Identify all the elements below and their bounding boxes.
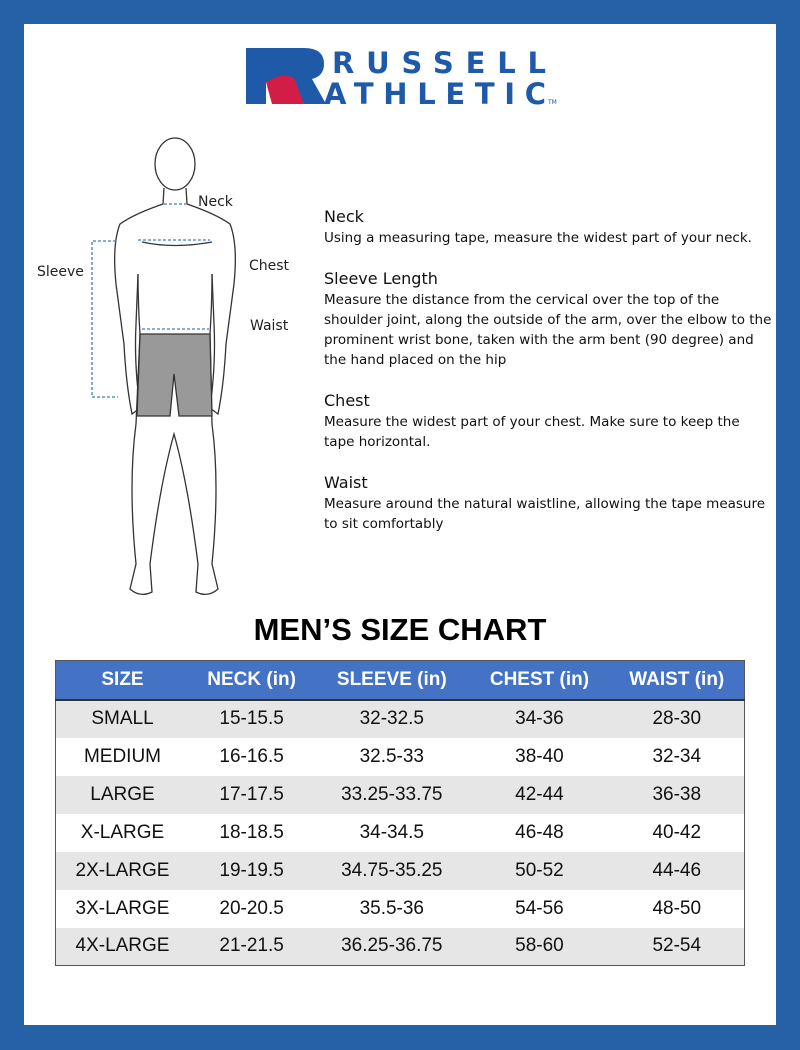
table-row xyxy=(56,852,745,890)
table-cell: 16-16.5 xyxy=(219,745,284,767)
svg-text:RUSSELL: RUSSELL xyxy=(332,46,546,80)
body-measurement-figure xyxy=(24,134,324,634)
table-row xyxy=(56,890,745,928)
table-cell: 32-32.5 xyxy=(314,700,469,738)
table-cell: 18-18.5 xyxy=(219,821,284,843)
table-cell: 3X-LARGE xyxy=(75,897,170,919)
table-cell: 34-36 xyxy=(469,700,609,738)
table-cell: 34-34.5 xyxy=(359,821,425,843)
table-cell: 19-19.5 xyxy=(189,852,314,890)
russell-athletic-logo xyxy=(246,46,558,106)
table-cell: 40-42 xyxy=(652,821,702,843)
sleeve-instructions xyxy=(324,269,774,370)
table-cell: 58-60 xyxy=(469,928,609,966)
size-chart-page xyxy=(24,24,776,1025)
neck-heading: Neck xyxy=(324,207,364,226)
waist-heading: Waist xyxy=(324,473,368,492)
table-cell: 34.75-35.25 xyxy=(314,852,469,890)
chest-instructions xyxy=(324,391,774,452)
table-cell: 52-54 xyxy=(610,928,745,966)
table-cell: 42-44 xyxy=(469,776,609,814)
chest-label: Chest xyxy=(249,258,290,274)
table-cell: 17-17.5 xyxy=(189,776,314,814)
table-cell: 46-48 xyxy=(515,821,564,843)
table-cell: 4X-LARGE xyxy=(56,928,189,966)
table-cell: 54-56 xyxy=(515,897,564,919)
table-cell: 32.5-33 xyxy=(359,745,425,767)
table-cell: 36.25-36.75 xyxy=(314,928,469,966)
header-waist: WAIST (in) xyxy=(610,661,745,700)
svg-text:ATHLETIC: ATHLETIC xyxy=(324,77,546,106)
neck-label: Neck xyxy=(198,194,233,210)
chest-text: Measure the widest part of your chest. Make sure to keep the tape horizontal. xyxy=(324,414,740,450)
waist-instructions xyxy=(324,473,774,534)
header-sleeve: SLEEVE (in) xyxy=(314,661,469,700)
sleeve-text: Measure the distance from the cervical over the top of the shoulder joint, along the outside of the arm, over the elbow to the prominent wrist bone, taken with the arm bent (90 degree) and the hand placed on the hip xyxy=(324,292,772,368)
waist-text: Measure around the natural waistline, allowing the tape measure to sit comfortably xyxy=(324,496,766,532)
table-row xyxy=(56,814,745,852)
header-chest: CHEST (in) xyxy=(469,661,609,700)
sleeve-label: Sleeve xyxy=(37,264,84,280)
sleeve-heading: Sleeve Length xyxy=(324,269,438,288)
table-cell: 50-52 xyxy=(469,852,609,890)
table-cell: 15-15.5 xyxy=(189,700,314,738)
header-neck: NECK (in) xyxy=(189,661,314,700)
table-cell: SMALL xyxy=(56,700,189,738)
table-row xyxy=(56,700,745,738)
table-cell: 20-20.5 xyxy=(219,897,284,919)
waist-label: Waist xyxy=(250,318,289,334)
chart-title: MEN’S SIZE CHART xyxy=(253,612,547,647)
table-cell: 32-34 xyxy=(652,745,702,767)
table-cell: 38-40 xyxy=(515,745,564,767)
neck-text: Using a measuring tape, measure the widest part of your neck. xyxy=(324,230,752,246)
table-cell: 35.5-36 xyxy=(359,897,425,919)
table-row xyxy=(56,738,745,776)
table-header-row xyxy=(56,661,745,700)
table-cell: 33.25-33.75 xyxy=(314,776,469,814)
neck-instructions xyxy=(324,207,774,248)
table-cell: 28-30 xyxy=(610,700,745,738)
table-cell: 44-46 xyxy=(610,852,745,890)
table-row xyxy=(56,776,745,814)
table-cell: 48-50 xyxy=(652,897,702,919)
svg-text:TM: TM xyxy=(548,99,557,106)
table-cell: 2X-LARGE xyxy=(56,852,189,890)
chest-heading: Chest xyxy=(324,391,370,410)
table-cell: LARGE xyxy=(56,776,189,814)
table-row xyxy=(56,928,745,966)
table-cell: X-LARGE xyxy=(80,821,165,843)
table-cell: 21-21.5 xyxy=(189,928,314,966)
table-cell: MEDIUM xyxy=(83,745,162,767)
table-cell: 36-38 xyxy=(610,776,745,814)
size-table xyxy=(55,660,745,966)
header-size: SIZE xyxy=(56,661,189,700)
